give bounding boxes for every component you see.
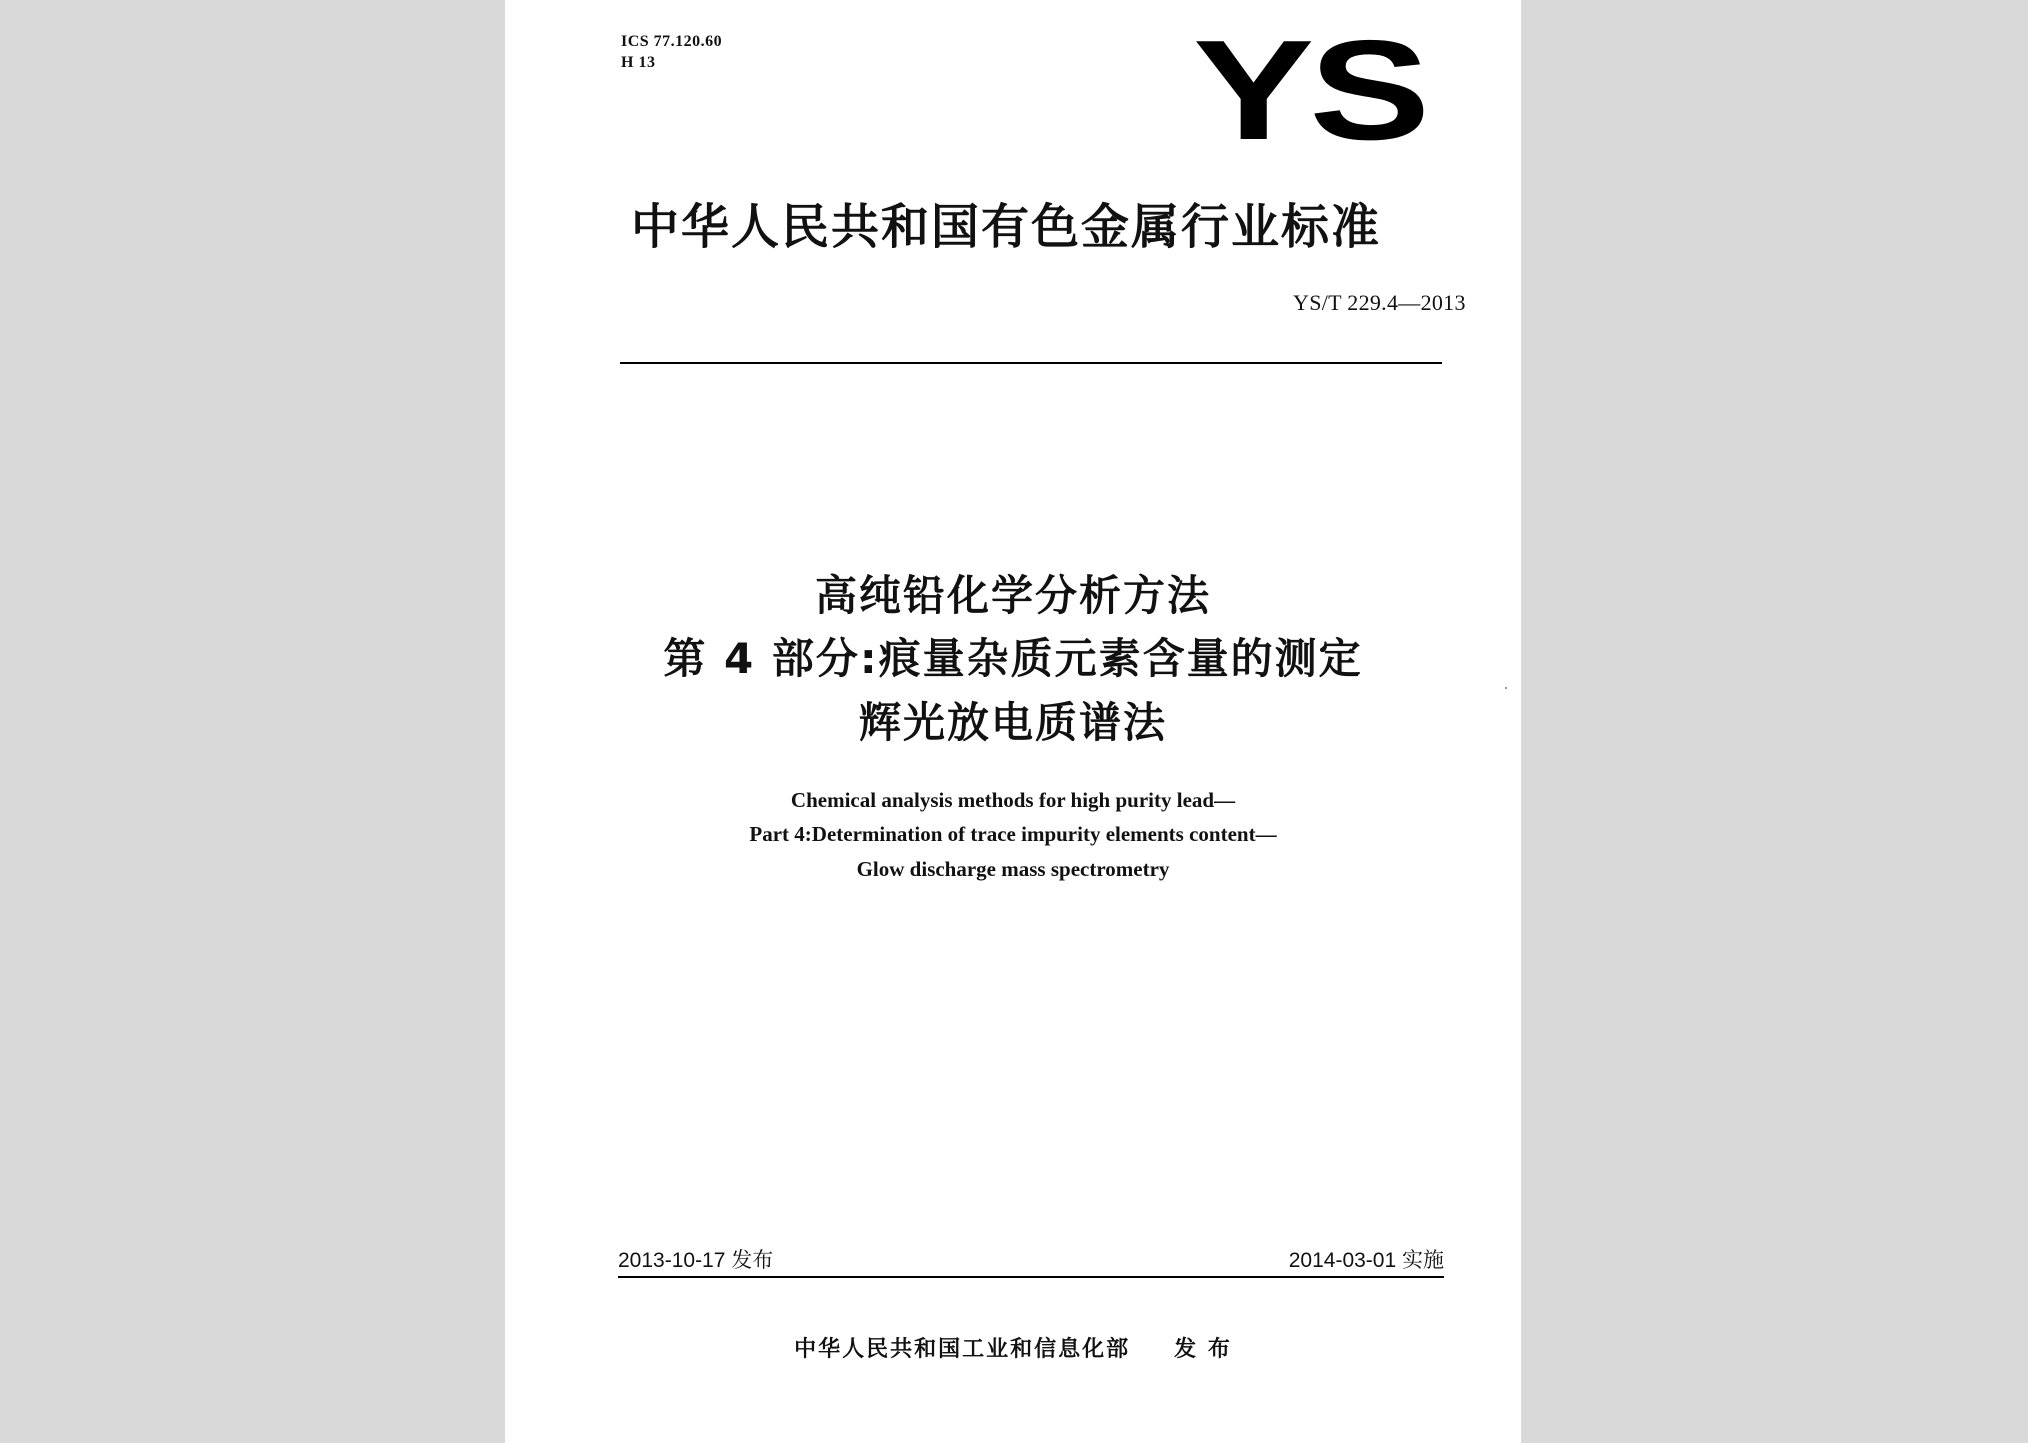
publisher-action: 发 布: [1174, 1337, 1232, 1362]
scan-speck: [1505, 687, 1507, 689]
footer-divider: [618, 1276, 1444, 1278]
implementation-date: 2014-03-01 实施: [1288, 1249, 1444, 1272]
document-page: [505, 0, 1521, 1443]
title-zh-line-3: 辉光放电质谱法: [858, 698, 1167, 747]
standard-number: YS/T 229.4—2013: [1293, 290, 1466, 315]
header-divider: [620, 362, 1442, 364]
ics-code: ICS 77.120.60: [621, 33, 723, 50]
title-en-line-3: Glow discharge mass spectrometry: [856, 857, 1170, 881]
standard-category-title: 中华人民共和国有色金属行业标准: [630, 199, 1381, 255]
issue-date: 2013-10-17 发布: [618, 1249, 774, 1272]
publisher-line: [505, 1332, 1521, 1363]
ys-logo: YS: [1193, 11, 1426, 170]
title-zh-line-1: 高纯铅化学分析方法: [814, 571, 1211, 620]
ccs-code: H 13: [621, 54, 656, 71]
title-en-line-1: Chemical analysis methods for high purity lead—: [790, 788, 1236, 812]
publisher-name: 中华人民共和国工业和信息化部: [794, 1337, 1131, 1362]
title-en-line-2: Part 4:Determination of trace impurity elements content—: [749, 822, 1277, 846]
title-zh-line-2: 第 4 部分:痕量杂质元素含量的测定: [663, 634, 1363, 683]
